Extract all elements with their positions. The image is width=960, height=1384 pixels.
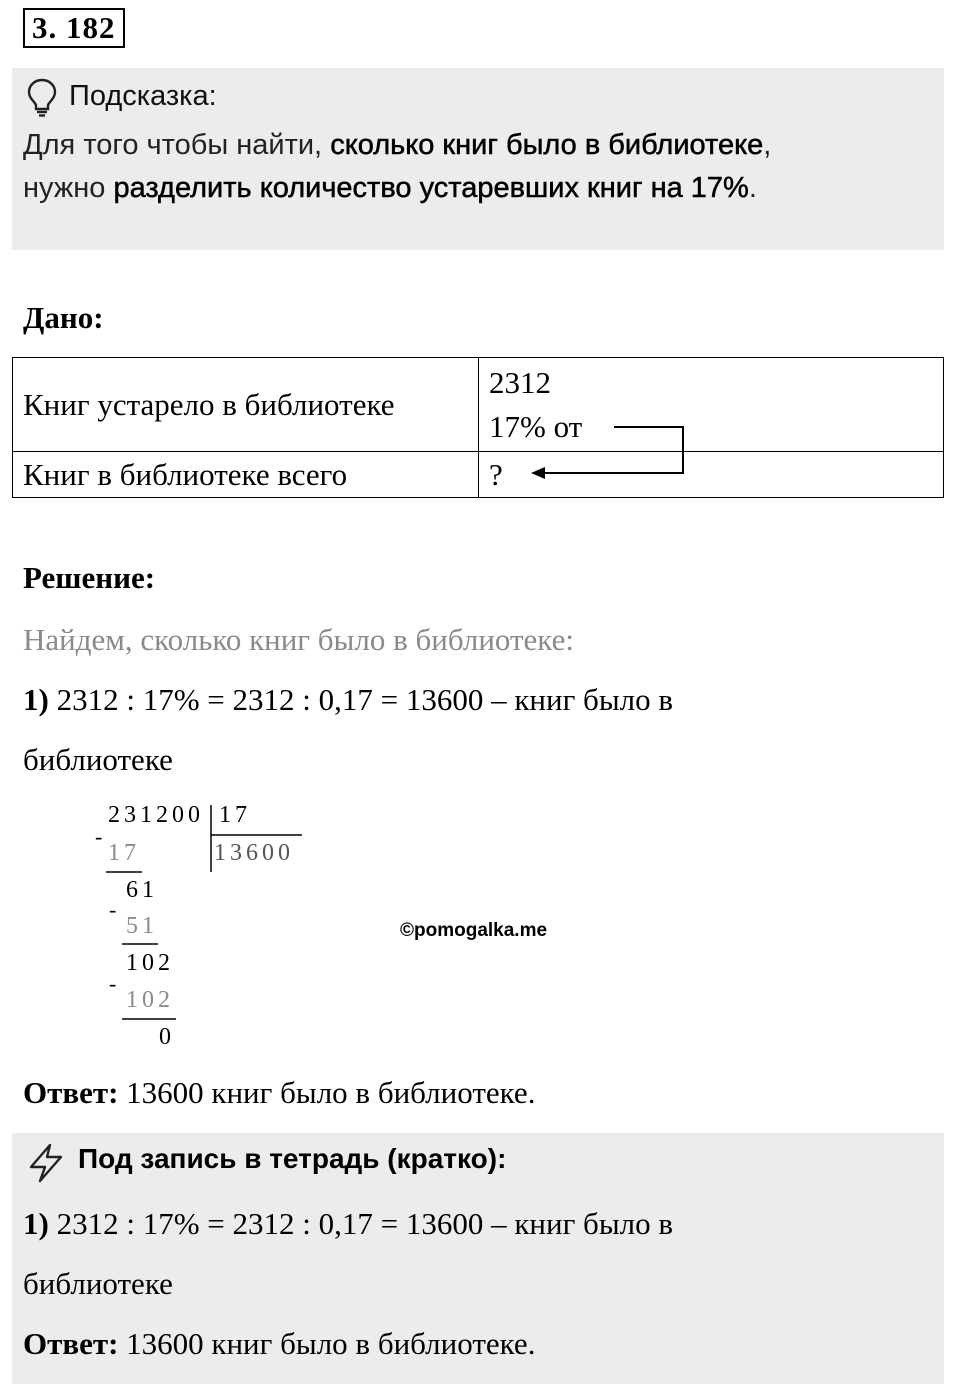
subtrahend-2: 51: [126, 913, 158, 939]
given-row2-label: Книг в библиотеке всего: [13, 452, 479, 498]
dividend: 231200: [108, 802, 204, 828]
step-expression: 2312 : 17% = 2312 : 0,17 = 13600 – книг было в: [56, 682, 674, 717]
minus-3: -: [109, 971, 117, 996]
given-heading: Дано:: [23, 300, 104, 335]
notebook-answer-text: 13600 книг было в библиотеке.: [126, 1326, 536, 1361]
answer: [23, 1075, 535, 1111]
minus-2: -: [109, 897, 117, 922]
solution-step-1-cont: библиотеке: [23, 742, 173, 777]
hint-text-2: нужно: [23, 172, 114, 204]
watermark: ©pomogalka.me: [400, 920, 548, 941]
hint-text-2-end: .: [748, 172, 757, 204]
notebook-step-1-cont: библиотеке: [23, 1266, 173, 1301]
hint-text-1-bold: сколько книг было в библиотеке: [330, 129, 764, 161]
final-remainder: 0: [159, 1024, 175, 1050]
solution-heading: Решение:: [23, 560, 156, 595]
notebook-answer-label: Ответ:: [23, 1326, 119, 1361]
hint-text-1-end: ,: [763, 129, 772, 161]
notebook-box: [12, 1133, 944, 1384]
given-row1-label: Книг устарело в библиотеке: [13, 358, 479, 452]
minus-1: -: [95, 824, 103, 849]
notebook-answer: [23, 1326, 535, 1362]
hint-text-1: Для того чтобы найти,: [23, 129, 331, 161]
given-value-2312: 2312: [489, 364, 551, 400]
notebook-title: Под запись в тетрадь (кратко):: [78, 1143, 507, 1174]
notebook-step-number: 1): [23, 1206, 49, 1241]
subtrahend-1: 17: [108, 840, 140, 866]
answer-label: Ответ:: [23, 1075, 119, 1110]
subtrahend-3: 102: [126, 987, 174, 1013]
notebook-step-1: [23, 1206, 673, 1242]
solution-intro: Найдем, сколько книг было в библиотеке:: [23, 622, 574, 657]
step-number: 1): [23, 682, 49, 717]
given-row2-value: ?: [479, 452, 944, 498]
hint-title: Подсказка:: [69, 80, 217, 112]
division-lines: [0, 0, 400, 1080]
remainder-1: 61: [126, 877, 158, 903]
quotient: 13600: [214, 840, 294, 866]
remainder-2: 102: [126, 950, 174, 976]
given-value-percent: 17% от: [489, 408, 583, 444]
answer-text: 13600 книг было в библиотеке.: [126, 1075, 536, 1110]
notebook-step-expression: 2312 : 17% = 2312 : 0,17 = 13600 – книг было в: [56, 1206, 674, 1241]
divisor: 17: [219, 802, 251, 828]
task-number: 3. 182: [23, 8, 125, 48]
hint-text-2-bold: разделить количество устаревших книг на 17%: [113, 172, 749, 204]
lightning-icon: [26, 1143, 66, 1183]
